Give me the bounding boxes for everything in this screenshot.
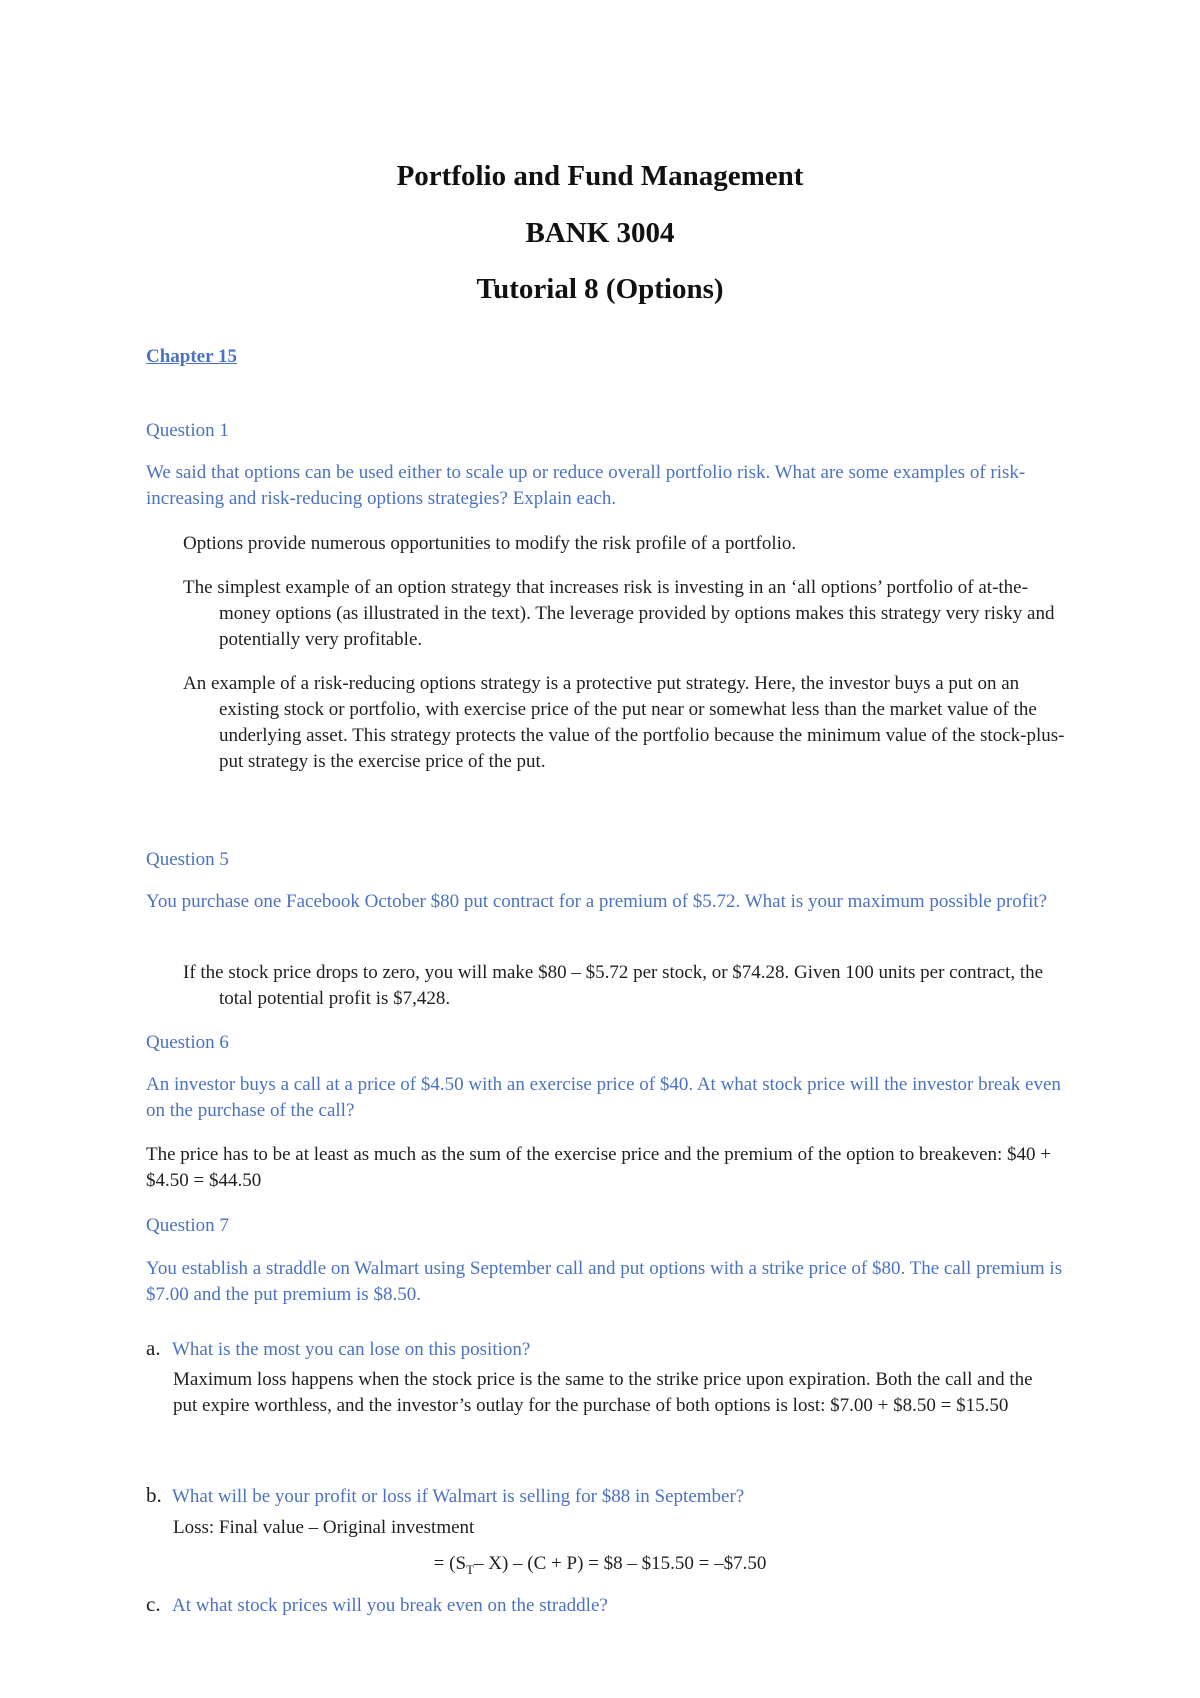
document-title: Portfolio and Fund Management <box>396 160 804 192</box>
question-1-answer-3: An example of a risk-reducing options strategy is a protective put strategy. Here, the investor buys a put on an existing stock or portfolio, with exercise price of the put near or somewhat less than the market value of the underlying asset. This strategy protects the value of the portfolio because the minimum value of the stock-plus-put strategy is the exercise price of the put. <box>183 673 1065 772</box>
question-7a-letter: a. <box>146 1336 161 1360</box>
question-7b-text: What will be your profit or loss if Walmart is selling for $88 in September? <box>172 1486 745 1507</box>
question-6-text: An investor buys a call at a price of $4.50 with an exercise price of $40. At what stock price will the investor break even on the purchase of the call? <box>146 1074 1061 1121</box>
question-7a-answer: Maximum loss happens when the stock price is the same to the strike price upon expiration. Both the call and the put expire worthless, and the investor’s outlay for the purchase of both options is lost: $7.00 + $8.50 = $15.50 <box>173 1369 1033 1416</box>
question-1-label: Question 1 <box>146 420 229 441</box>
question-7b-answer: Loss: Final value – Original investment <box>173 1517 475 1538</box>
question-6-answer: The price has to be at least as much as the sum of the exercise price and the premium of the option to breakeven: $40 + $4.50 = $44.50 <box>146 1144 1051 1191</box>
question-5-text: You purchase one Facebook October $80 put contract for a premium of $5.72. What is your maximum possible profit? <box>146 891 1048 912</box>
course-code: BANK 3004 <box>525 217 675 249</box>
question-7a-text: What is the most you can lose on this position? <box>172 1339 531 1360</box>
question-1-answer-2: The simplest example of an option strategy that increases risk is investing in an ‘all options’ portfolio of at-the-money options (as illustrated in the text). The leverage provided by options makes this strategy very risky and potentially very profitable. <box>183 577 1055 650</box>
question-7a <box>146 1335 530 1363</box>
question-7c <box>146 1591 608 1619</box>
chapter-heading: Chapter 15 <box>146 346 237 367</box>
equation-prefix: = (S <box>433 1553 467 1574</box>
question-7c-text: At what stock prices will you break even on the straddle? <box>172 1595 608 1616</box>
question-1-text: We said that options can be used either to scale up or reduce overall portfolio risk. What are some examples of risk-increasing and risk-reducing options strategies? Explain each. <box>146 462 1026 509</box>
equation-subscript: T <box>466 1561 474 1577</box>
question-1-answer-1: Options provide numerous opportunities to modify the risk profile of a portfolio. <box>183 533 797 554</box>
question-7-label: Question 7 <box>146 1215 229 1236</box>
equation-suffix: – X) – (C + P) = $8 – $15.50 = –$7.50 <box>473 1553 767 1574</box>
question-7-text: You establish a straddle on Walmart using September call and put options with a strike price of $80. The call premium is $7.00 and the put premium is $8.50. <box>146 1258 1063 1305</box>
question-5-answer: If the stock price drops to zero, you will make $80 – $5.72 per stock, or $74.28. Given 100 units per contract, the total potential profit is $7,428. <box>183 962 1044 1009</box>
question-7b <box>146 1482 744 1510</box>
question-7b-letter: b. <box>146 1483 162 1507</box>
question-7c-letter: c. <box>146 1592 161 1616</box>
question-7b-equation <box>0 1553 1200 1578</box>
question-5-label: Question 5 <box>146 849 229 870</box>
tutorial-title: Tutorial 8 (Options) <box>476 273 724 305</box>
question-6-label: Question 6 <box>146 1032 229 1053</box>
